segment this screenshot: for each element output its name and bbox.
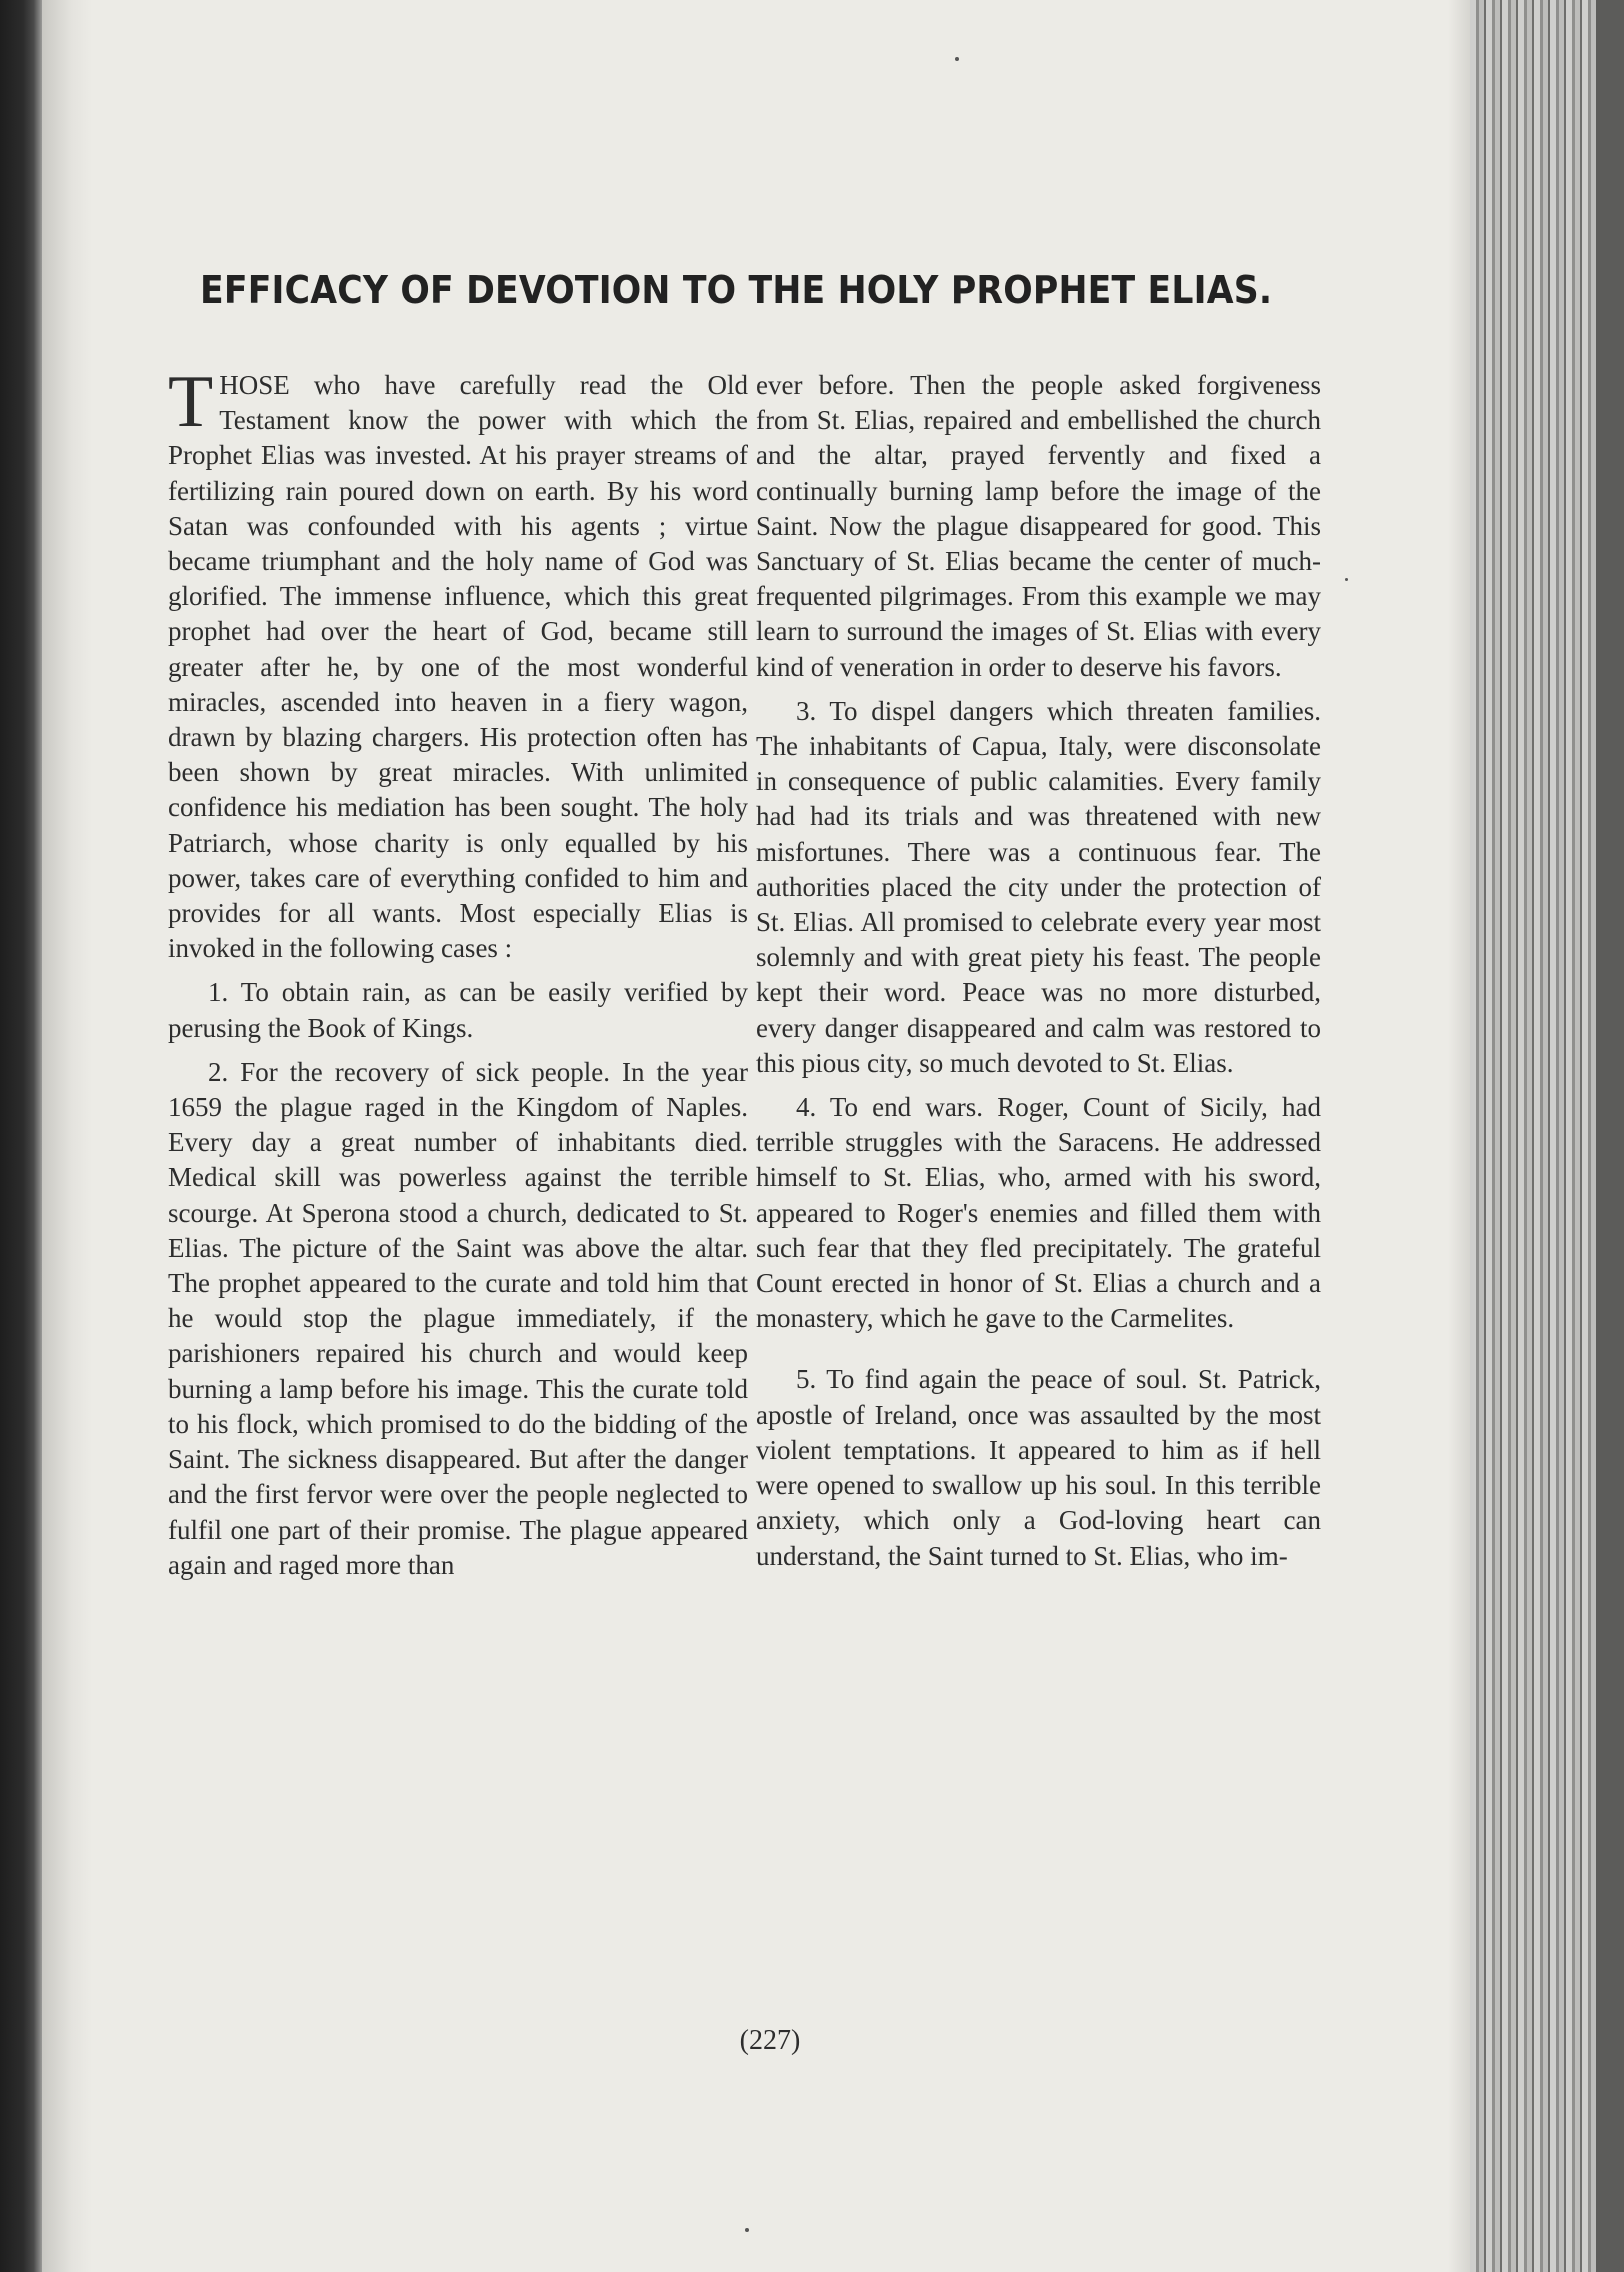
intro-text: HOSE who have carefully read the Old Testament know the power with which the Prophet Elias was invested. At his prayer streams of fertilizing rain poured down on earth. By his word Satan was confounded with his agents ; virtue became triumphant and the holy name of God was glorified. The immense influence, which this great prophet had over the heart of God, became still greater after he, by one of the most wonderful miracles, ascended into heaven in a fiery wagon, drawn by blazing chargers. His protection often has been shown by great miracles. With unlimited confidence his mediation has been sought. The holy Patriarch, whose charity is only equalled by his power, takes care of everything confided to him and provides for all wants. Most especially Elias is invoked in the following cases : bbox=[168, 370, 748, 964]
drop-cap: T bbox=[168, 361, 214, 443]
left-column bbox=[168, 361, 748, 1592]
right-column bbox=[756, 368, 1321, 1583]
binding-fade bbox=[42, 0, 92, 2272]
case-4-paragraph: 4. To end wars. Roger, Count of Sicily, had terrible struggles with the Saracens. He addressed himself to St. Elias, who, armed with his sword, appeared to Roger's enemies and filled them with such fear that they fled precipitately. The grateful Count erected in honor of St. Elias a church and a monastery, which he gave to the Carmelites. bbox=[756, 1092, 1321, 1334]
book-cover-edge bbox=[1596, 0, 1624, 2272]
case-1-paragraph: 1. To obtain rain, as can be easily verified by perusing the Book of Kings. bbox=[168, 977, 748, 1043]
paper-speck bbox=[745, 2228, 749, 2232]
paper-speck bbox=[1345, 578, 1348, 581]
page-number: (227) bbox=[739, 2025, 801, 2056]
paper-speck bbox=[955, 57, 959, 61]
article-title: EFFICACY OF DEVOTION TO THE HOLY PROPHET ELIAS. bbox=[200, 268, 1273, 313]
case-5-paragraph: 5. To find again the peace of soul. St. Patrick, apostle of Ireland, once was assaulted by the most violent temptations. It appeared to him as if hell were opened to swallow up his soul. In this terrible anxiety, which only a God-loving heart can understand, the Saint turned to St. Elias, who im- bbox=[756, 1364, 1321, 1571]
binding-shadow bbox=[0, 0, 42, 2272]
case-2-paragraph: 2. For the recovery of sick people. In the year 1659 the plague raged in the Kingdom of Naples. Every day a great number of inhabitants died. Medical skill was powerless against the terrible scourge. At Sperona stood a church, dedicated to St. Elias. The picture of the Saint was above the altar. The prophet appeared to the curate and told him that he would stop the plague immediately, if the parishioners repaired his church and would keep burning a lamp before his image. This the curate told to his flock, which promised to do the bidding of the Saint. The sickness disappeared. But after the danger and the first fervor were over the people neglected to fulfil one part of their promise. The plague appeared again and raged more than bbox=[168, 1056, 748, 1580]
case-3-paragraph: 3. To dispel dangers which threaten families. The inhabitants of Capua, Italy, were disconsolate in consequence of public calamities. Every family had had its trials and was threatened with new misfortunes. There was a continuous fear. The authorities placed the city under the protection of St. Elias. All promised to celebrate every year most solemnly and with great piety his feast. The people kept their word. Peace was no more disturbed, every danger disappeared and calm was restored to this pious city, so much devoted to St. Elias. bbox=[756, 695, 1321, 1078]
intro-paragraph bbox=[168, 361, 748, 966]
case-2-continuation: ever before. Then the people asked forgiveness from St. Elias, repaired and embellished the church and the altar, prayed fervently and fixed a continually burning lamp before the image of the Saint. Now the plague disappeared for good. This Sanctuary of St. Elias became the center of much-frequented pilgrimages. From this example we may learn to surround the images of St. Elias with every kind of veneration in order to deserve his favors. bbox=[756, 370, 1321, 682]
